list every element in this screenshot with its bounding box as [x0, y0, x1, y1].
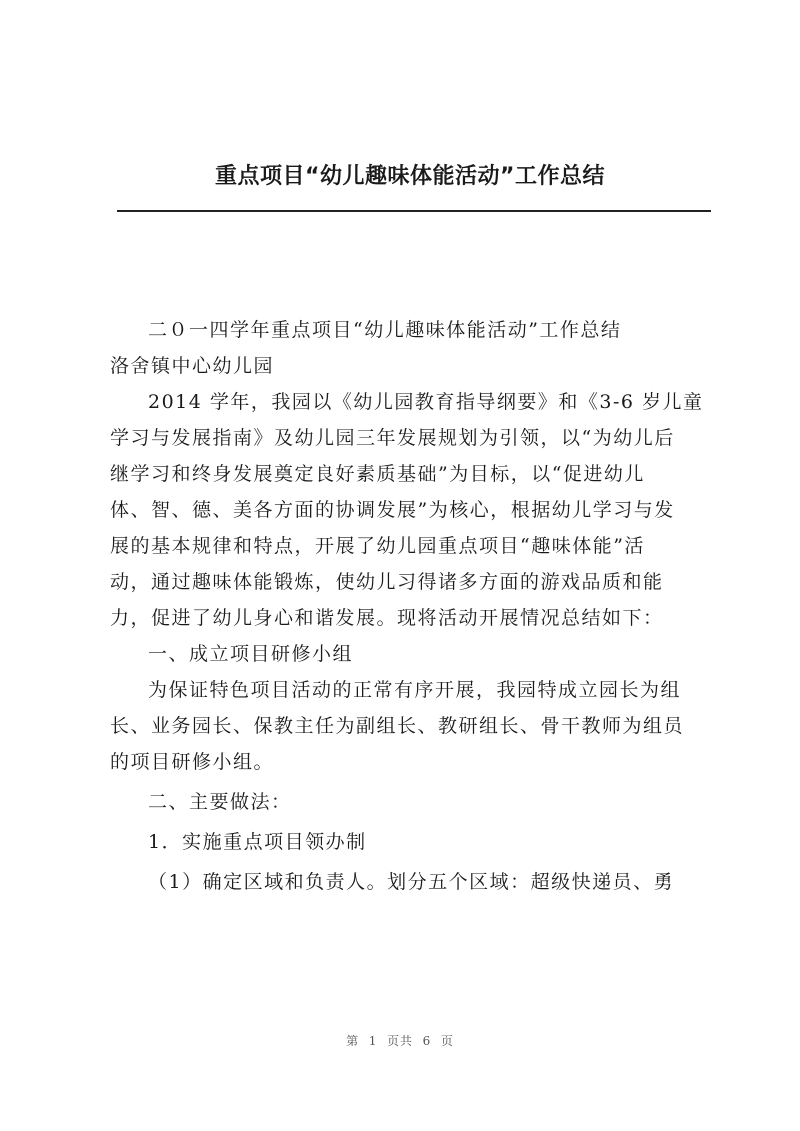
body-line-author: 洛舍镇中心幼儿园 [110, 355, 275, 377]
body-line: 为保证特色项目活动的正常有序开展，我园特成立园长为组 [148, 679, 682, 701]
document-title: 重点项目“幼儿趣味体能活动”工作总结 [215, 164, 605, 189]
body-line: 继学习和终身发展奠定良好素质基础”为目标，以“促进幼儿 [110, 463, 645, 485]
body-line: 的项目研修小组。 [110, 751, 275, 773]
document-body [110, 312, 710, 900]
section-heading: 一、成立项目研修小组 [148, 643, 354, 665]
section-heading: 二、主要做法： [148, 791, 292, 813]
body-line: 动，通过趣味体能锻炼，使幼儿习得诸多方面的游戏品质和能 [110, 571, 664, 593]
body-line: 力，促进了幼儿身心和谐发展。现将活动开展情况总结如下： [110, 607, 664, 629]
subsection-heading: 1．实施重点项目领办制 [148, 831, 367, 853]
body-line: 展的基本规律和特点，开展了幼儿园重点项目“趣味体能”活 [110, 535, 645, 557]
body-line: 学习与发展指南》及幼儿园三年发展规划为引领，以“为幼儿后 [110, 427, 675, 449]
body-line: 体、智、德、美各方面的协调发展”为核心，根据幼儿学习与发 [110, 499, 675, 521]
body-line: 长、业务园长、保教主任为副组长、教研组长、骨干教师为组员 [110, 715, 685, 737]
page-footer: 第 1 页共 6 页 [346, 1034, 454, 1048]
title-divider [117, 210, 711, 212]
body-line: （1）确定区域和负责人。划分五个区域：超级快递员、勇 [148, 871, 675, 893]
body-line: 2014 学年，我园以《幼儿园教育指导纲要》和《3-6 岁儿童 [148, 391, 704, 413]
body-line-heading: 二０一四学年重点项目“幼儿趣味体能活动”工作总结 [148, 319, 622, 341]
